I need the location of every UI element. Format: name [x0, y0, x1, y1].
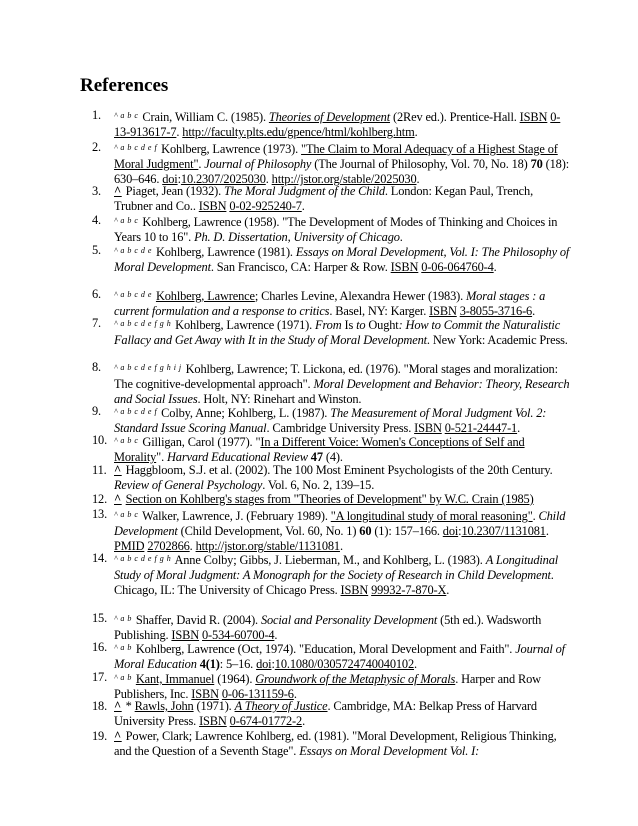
citation-text: . London: Kegan Paul, Trench, Trubner and Co.. [114, 184, 534, 214]
citation-link[interactable]: ISBN [429, 304, 457, 319]
citation-text: . Harper and Row Publishers, Inc. [114, 672, 541, 702]
reference-number: 11. [92, 463, 107, 477]
citation-text: Gilligan, Carol (1977). " [142, 435, 261, 449]
reference-number: 5. [92, 243, 101, 257]
citation-text: . [493, 260, 497, 275]
reference-item [92, 140, 574, 188]
citation-text: . [198, 157, 205, 172]
citation-text: Child Development [114, 509, 566, 539]
citation-link[interactable]: 0-534-60700-4 [202, 628, 275, 643]
reference-number: 7. [92, 316, 101, 330]
citation-text: . [301, 199, 305, 214]
citation-text: (2Rev ed.). Prentice-Hall. [390, 110, 520, 124]
reference-item [92, 507, 574, 555]
backlink-marker[interactable]: ^ a b c d e f [114, 143, 158, 152]
citation-text: The Measurement of Moral Judgment Vol. 2: Standard Issue Scoring Manual [114, 406, 547, 436]
citation-text: Kohlberg, Lawrence (Oct, 1974). "Education, Moral Development and Faith". [135, 642, 516, 656]
backlink-marker[interactable]: ^ [114, 492, 122, 506]
citation-text: 70 [530, 157, 543, 172]
reference-item [92, 108, 574, 140]
reference-item [92, 316, 574, 348]
reference-number: 18. [92, 699, 108, 713]
citation-link[interactable]: 0-521-24447-1 [444, 421, 518, 436]
reference-item [92, 551, 574, 599]
backlink-marker[interactable]: ^ a b c d e f [114, 407, 158, 416]
citation-text: (1971). [193, 699, 235, 713]
citation-text: . Cambridge University Press. [266, 421, 415, 436]
citation-text: Moral stages : a current formulation and a response to critics [114, 289, 546, 319]
citation-link[interactable]: 0-02-925240-7 [229, 199, 302, 214]
citation-link[interactable]: Groundwork of the Metaphysic of Morals [255, 672, 456, 686]
citation-link[interactable]: ISBN [340, 583, 369, 598]
citation-text: 4(1) [199, 657, 220, 672]
citation-link[interactable]: doi [442, 524, 459, 539]
citation-text: (18): 630–646. [114, 157, 569, 187]
citation-text: (The Journal of Philosophy, Vol. 70, No. 18) [311, 157, 531, 172]
reference-number: 6. [92, 287, 101, 301]
citation-link[interactable]: http://faculty.plts.edu/gpence/html/kohlberg.htm [182, 125, 415, 140]
backlink-marker[interactable]: ^ a b [114, 673, 132, 682]
reference-item [92, 670, 574, 702]
citation-text: Crain, William C. (1985). [142, 110, 269, 124]
reference-number: 13. [92, 507, 108, 521]
citation-link[interactable]: 0-674-01772-2 [229, 714, 303, 729]
citation-text: Moral Development and Behavior: Theory, Research and Social Issues [114, 377, 570, 407]
citation-text: Anne Colby; Gibbs, J. Lieberman, M., and Kohlberg, L. (1983). [174, 553, 486, 567]
citation-text: Piaget, Jean (1932). [125, 184, 225, 198]
reference-number: 10. [92, 433, 108, 447]
citation-link[interactable]: 10.2307/1131081 [461, 524, 546, 539]
citation-text: Kohlberg, Lawrence; T. Lickona, ed. (1976). "Moral stages and moralization: The cognitive-developmental approach". [114, 362, 558, 392]
citation-text: Is [344, 318, 354, 332]
citation-link[interactable]: 99932-7-870-X [371, 583, 447, 598]
citation-text: Journal of Moral Education [114, 642, 565, 672]
citation-link[interactable]: Kohlberg, Lawrence [155, 289, 255, 303]
citation-text: (4). [322, 450, 343, 465]
citation-text: Haggbloom, S.J. et al. (2002). The 100 Most Eminent Psychologists of the 20th Century. [125, 463, 553, 477]
citation-text: : 5–16. [219, 657, 257, 672]
citation-link[interactable]: ISBN [519, 110, 548, 124]
reference-item [92, 729, 574, 759]
citation-link[interactable]: doi [256, 657, 272, 672]
citation-link[interactable]: ISBN [198, 199, 227, 214]
backlink-marker[interactable]: ^ a b [114, 643, 132, 652]
citation-link[interactable]: A Theory of Justice [234, 699, 328, 713]
backlink-marker[interactable]: ^ a b c d e f g h [114, 554, 172, 563]
citation-text: . Chicago, IL: The University of Chicago Press. [114, 568, 554, 598]
citation-link[interactable]: doi [162, 172, 178, 187]
citation-link[interactable]: http://jstor.org/stable/1131081 [195, 539, 340, 554]
citation-text: 60 [359, 524, 372, 539]
citation-text: . Basel, NY: Karger. [329, 304, 430, 319]
citation-text: Journal of Philosophy [204, 157, 312, 172]
citation-text: Essays on Moral Development, Vol. I: The Philosophy of Moral Development [114, 245, 570, 275]
citation-link[interactable]: Section on Kohlberg's stages from "Theories of Development" by W.C. Crain (1985) [125, 492, 534, 506]
citation-link[interactable]: http://jstor.org/stable/2025030 [271, 172, 417, 187]
citation-text: . [532, 304, 536, 319]
citation-link[interactable]: ISBN [414, 421, 442, 436]
citation-link[interactable]: 0-13-913617-7 [114, 110, 561, 140]
reference-number: 19. [92, 729, 108, 743]
citation-link[interactable]: "A longitudinal study of moral reasoning" [330, 509, 533, 523]
citation-text: . [176, 125, 183, 140]
citation-link[interactable]: Kant, Immanuel [135, 672, 215, 686]
backlink-marker[interactable]: ^ a b c d e [114, 246, 152, 255]
citation-link[interactable]: 2702866 [147, 539, 190, 554]
citation-text: . [399, 230, 403, 245]
reference-number: 14. [92, 551, 108, 565]
citation-text: * [125, 699, 135, 713]
citation-link[interactable]: 10.1080/0305724740040102 [274, 657, 415, 672]
citation-text: . Cambridge, MA: Belkap Press of Harvard University Press. [114, 699, 537, 729]
backlink-marker[interactable]: ^ a b c [114, 436, 139, 445]
citation-text: Essays on Moral Development Vol. I: [299, 744, 480, 759]
backlink-marker[interactable]: ^ [114, 699, 122, 713]
backlink-marker[interactable]: ^ [114, 184, 122, 198]
citation-link[interactable]: 10.2307/2025030 [180, 172, 266, 187]
citation-text: Colby, Anne; Kohlberg, L. (1987). [161, 406, 331, 420]
reference-number: 8. [92, 360, 101, 374]
reference-item [92, 404, 574, 436]
reference-number: 2. [92, 140, 101, 154]
citation-text: . [414, 657, 417, 672]
backlink-marker[interactable]: ^ a b c [114, 216, 139, 225]
citation-text: Kohlberg, Lawrence (1973). [161, 142, 302, 156]
citation-text: (5th ed.). Wadsworth Publishing. [114, 613, 542, 643]
reference-number: 1. [92, 108, 101, 122]
citation-text: (1964). [214, 672, 256, 686]
backlink-marker[interactable]: ^ a b c d e [114, 290, 152, 299]
citation-text: . [293, 687, 297, 702]
citation-text: Kohlberg, Lawrence (1981). [155, 245, 296, 259]
citation-link[interactable]: Rawls, John [134, 699, 194, 713]
citation-link[interactable]: 0-06-064760-4 [421, 260, 494, 275]
reference-number: 4. [92, 213, 101, 227]
backlink-marker[interactable]: ^ [114, 463, 122, 477]
citation-text: Harvard Educational Review [166, 450, 308, 465]
reference-item [92, 492, 574, 507]
citation-text: From [315, 318, 345, 332]
citation-link[interactable]: 0-06-131159-6 [221, 687, 294, 702]
reference-item [92, 640, 574, 672]
citation-text: : [177, 172, 181, 187]
reference-item [92, 360, 574, 408]
citation-link[interactable]: ISBN [191, 687, 219, 702]
citation-text: . Vol. 6, No. 2, 139–15. [262, 478, 375, 493]
reference-number: 16. [92, 640, 108, 654]
citation-text: . [532, 509, 539, 523]
reference-item [92, 433, 574, 465]
reference-number: 9. [92, 404, 101, 418]
citation-link[interactable]: ISBN [171, 628, 200, 643]
citation-text: Review of General Psychology [114, 478, 263, 493]
citation-text: : How to Commit the Naturalistic Fallacy and Get Away with It in the Study of Moral Development [114, 318, 561, 348]
citation-text: ; Charles Levine, Alexandra Hewer (1983). [254, 289, 466, 303]
backlink-marker[interactable]: ^ a b c d e f g h [114, 319, 172, 328]
citation-text: . [189, 539, 196, 554]
citation-text: . [545, 524, 549, 539]
reference-item [92, 611, 574, 643]
backlink-marker[interactable]: ^ a b c [114, 111, 139, 120]
citation-text: . San Francisco, CA: Harper & Row. [210, 260, 391, 275]
citation-text: (Child Development, Vol. 60, No. 1) [177, 524, 360, 539]
citation-link[interactable]: ISBN [390, 260, 419, 275]
reference-item [92, 243, 574, 275]
citation-text: Kohlberg, Lawrence (1958). "The Development of Modes of Thinking and Choices in Years 10 to 16". [114, 215, 558, 245]
citation-text: : [271, 657, 275, 672]
citation-link[interactable]: Theories of Development [268, 110, 391, 124]
citation-text: (1): 157–166. [371, 524, 443, 539]
reference-number: 15. [92, 611, 108, 625]
citation-text: . [414, 125, 418, 140]
citation-link[interactable]: In a Different Voice: Women's Conceptions of Self and Morality [114, 435, 525, 465]
citation-text: . [274, 628, 278, 643]
citation-text: Ph. D. Dissertation, University of Chicago [194, 230, 400, 245]
citation-text: . New York: Academic Press. [426, 333, 568, 348]
citation-text: Shaffer, David R. (2004). [135, 613, 261, 627]
reference-item [92, 184, 574, 214]
citation-text: Ought [368, 318, 399, 332]
backlink-marker[interactable]: ^ a b c [114, 510, 139, 519]
citation-text: : [458, 524, 462, 539]
citation-text: . [302, 714, 306, 729]
citation-text: A Longitudinal Study of Moral Judgment: A Monograph for the Society of Research in Child Development [114, 553, 559, 583]
reference-item [92, 213, 574, 245]
citation-text: . [416, 172, 420, 187]
citation-link[interactable]: ISBN [199, 714, 227, 729]
citation-text: Social and Personality Development [260, 613, 438, 627]
reference-item [92, 699, 574, 729]
citation-text: Walker, Lawrence, J. (February 1989). [142, 509, 331, 523]
reference-item [92, 463, 574, 493]
citation-text: Power, Clark; Lawrence Kohlberg, ed. (1981). "Moral Development, Religious Thinking, and the Question of a Seventh Stage". [114, 729, 557, 759]
citation-text: ". [156, 450, 167, 465]
citation-text: . [446, 583, 450, 598]
citation-text: . [265, 172, 272, 187]
citation-text: 47 [310, 450, 323, 465]
citation-link[interactable]: "The Claim to Moral Adequacy of a Highest Stage of Moral Judgment" [114, 142, 558, 172]
backlink-marker[interactable]: ^ a b c d e f g h i j [114, 363, 182, 372]
citation-text: Kohlberg, Lawrence (1971). [175, 318, 316, 332]
citation-text: . [517, 421, 521, 436]
citation-link[interactable]: PMID [114, 539, 145, 554]
reference-number: 17. [92, 670, 108, 684]
citation-text: . [339, 539, 343, 554]
backlink-marker[interactable]: ^ [114, 729, 122, 743]
reference-number: 12. [92, 492, 108, 506]
reference-item [92, 287, 574, 319]
citation-text: . Holt, NY: Rinehart and Winston. [197, 392, 362, 407]
page-title: References [80, 75, 169, 96]
backlink-marker[interactable]: ^ a b [114, 614, 132, 623]
reference-number: 3. [92, 184, 101, 198]
citation-text: to [353, 318, 369, 332]
citation-text: The Moral Judgment of the Child [224, 184, 385, 198]
citation-link[interactable]: 3-8055-3716-6 [459, 304, 533, 319]
